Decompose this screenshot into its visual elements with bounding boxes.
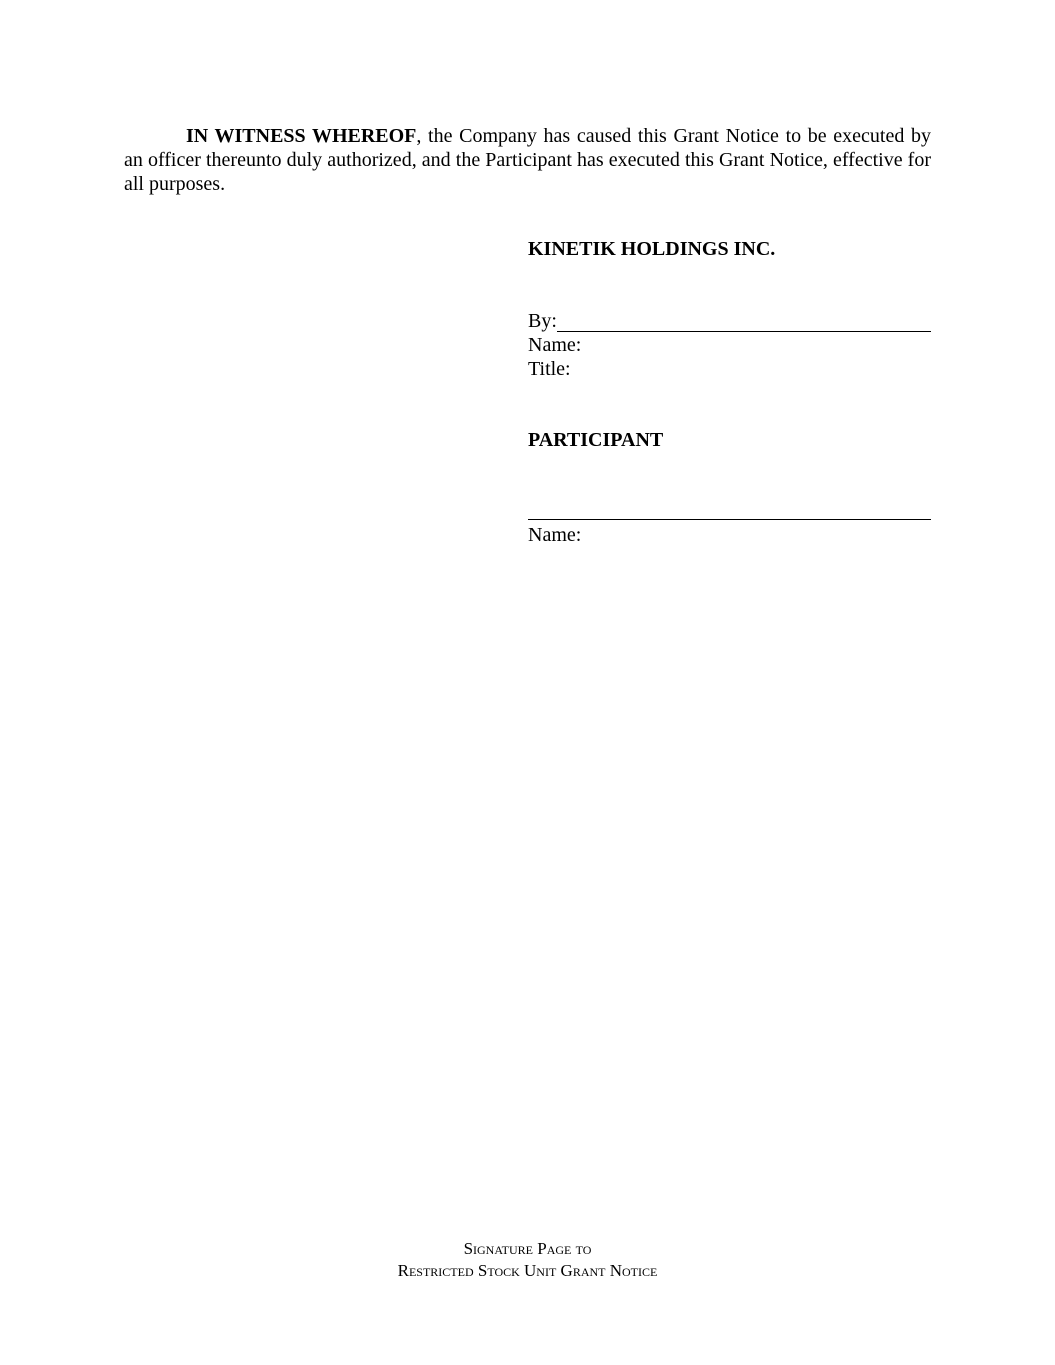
footer-line-1: Signature Page to	[463, 1239, 592, 1258]
by-label: By:	[528, 310, 557, 332]
footer-line-2: Restricted Stock Unit Grant Notice	[397, 1261, 658, 1280]
witness-text: , the Company has caused this Grant Notice to be executed by an officer thereunto duly authorized, and the Participant has executed this Grant Notice, effective for all purposes.	[124, 125, 932, 195]
page-footer	[0, 1238, 1055, 1282]
company-title-label: Title:	[528, 358, 571, 380]
participant-signature-line	[528, 519, 931, 520]
witness-lead: IN WITNESS WHEREOF	[186, 125, 417, 147]
company-signature-line	[557, 311, 931, 332]
company-name-label: Name:	[528, 334, 582, 356]
company-signature-row	[528, 309, 931, 333]
witness-paragraph	[124, 124, 931, 196]
participant-heading: PARTICIPANT	[528, 429, 664, 451]
participant-name-label: Name:	[528, 524, 582, 546]
company-name: KINETIK HOLDINGS INC.	[528, 238, 776, 260]
